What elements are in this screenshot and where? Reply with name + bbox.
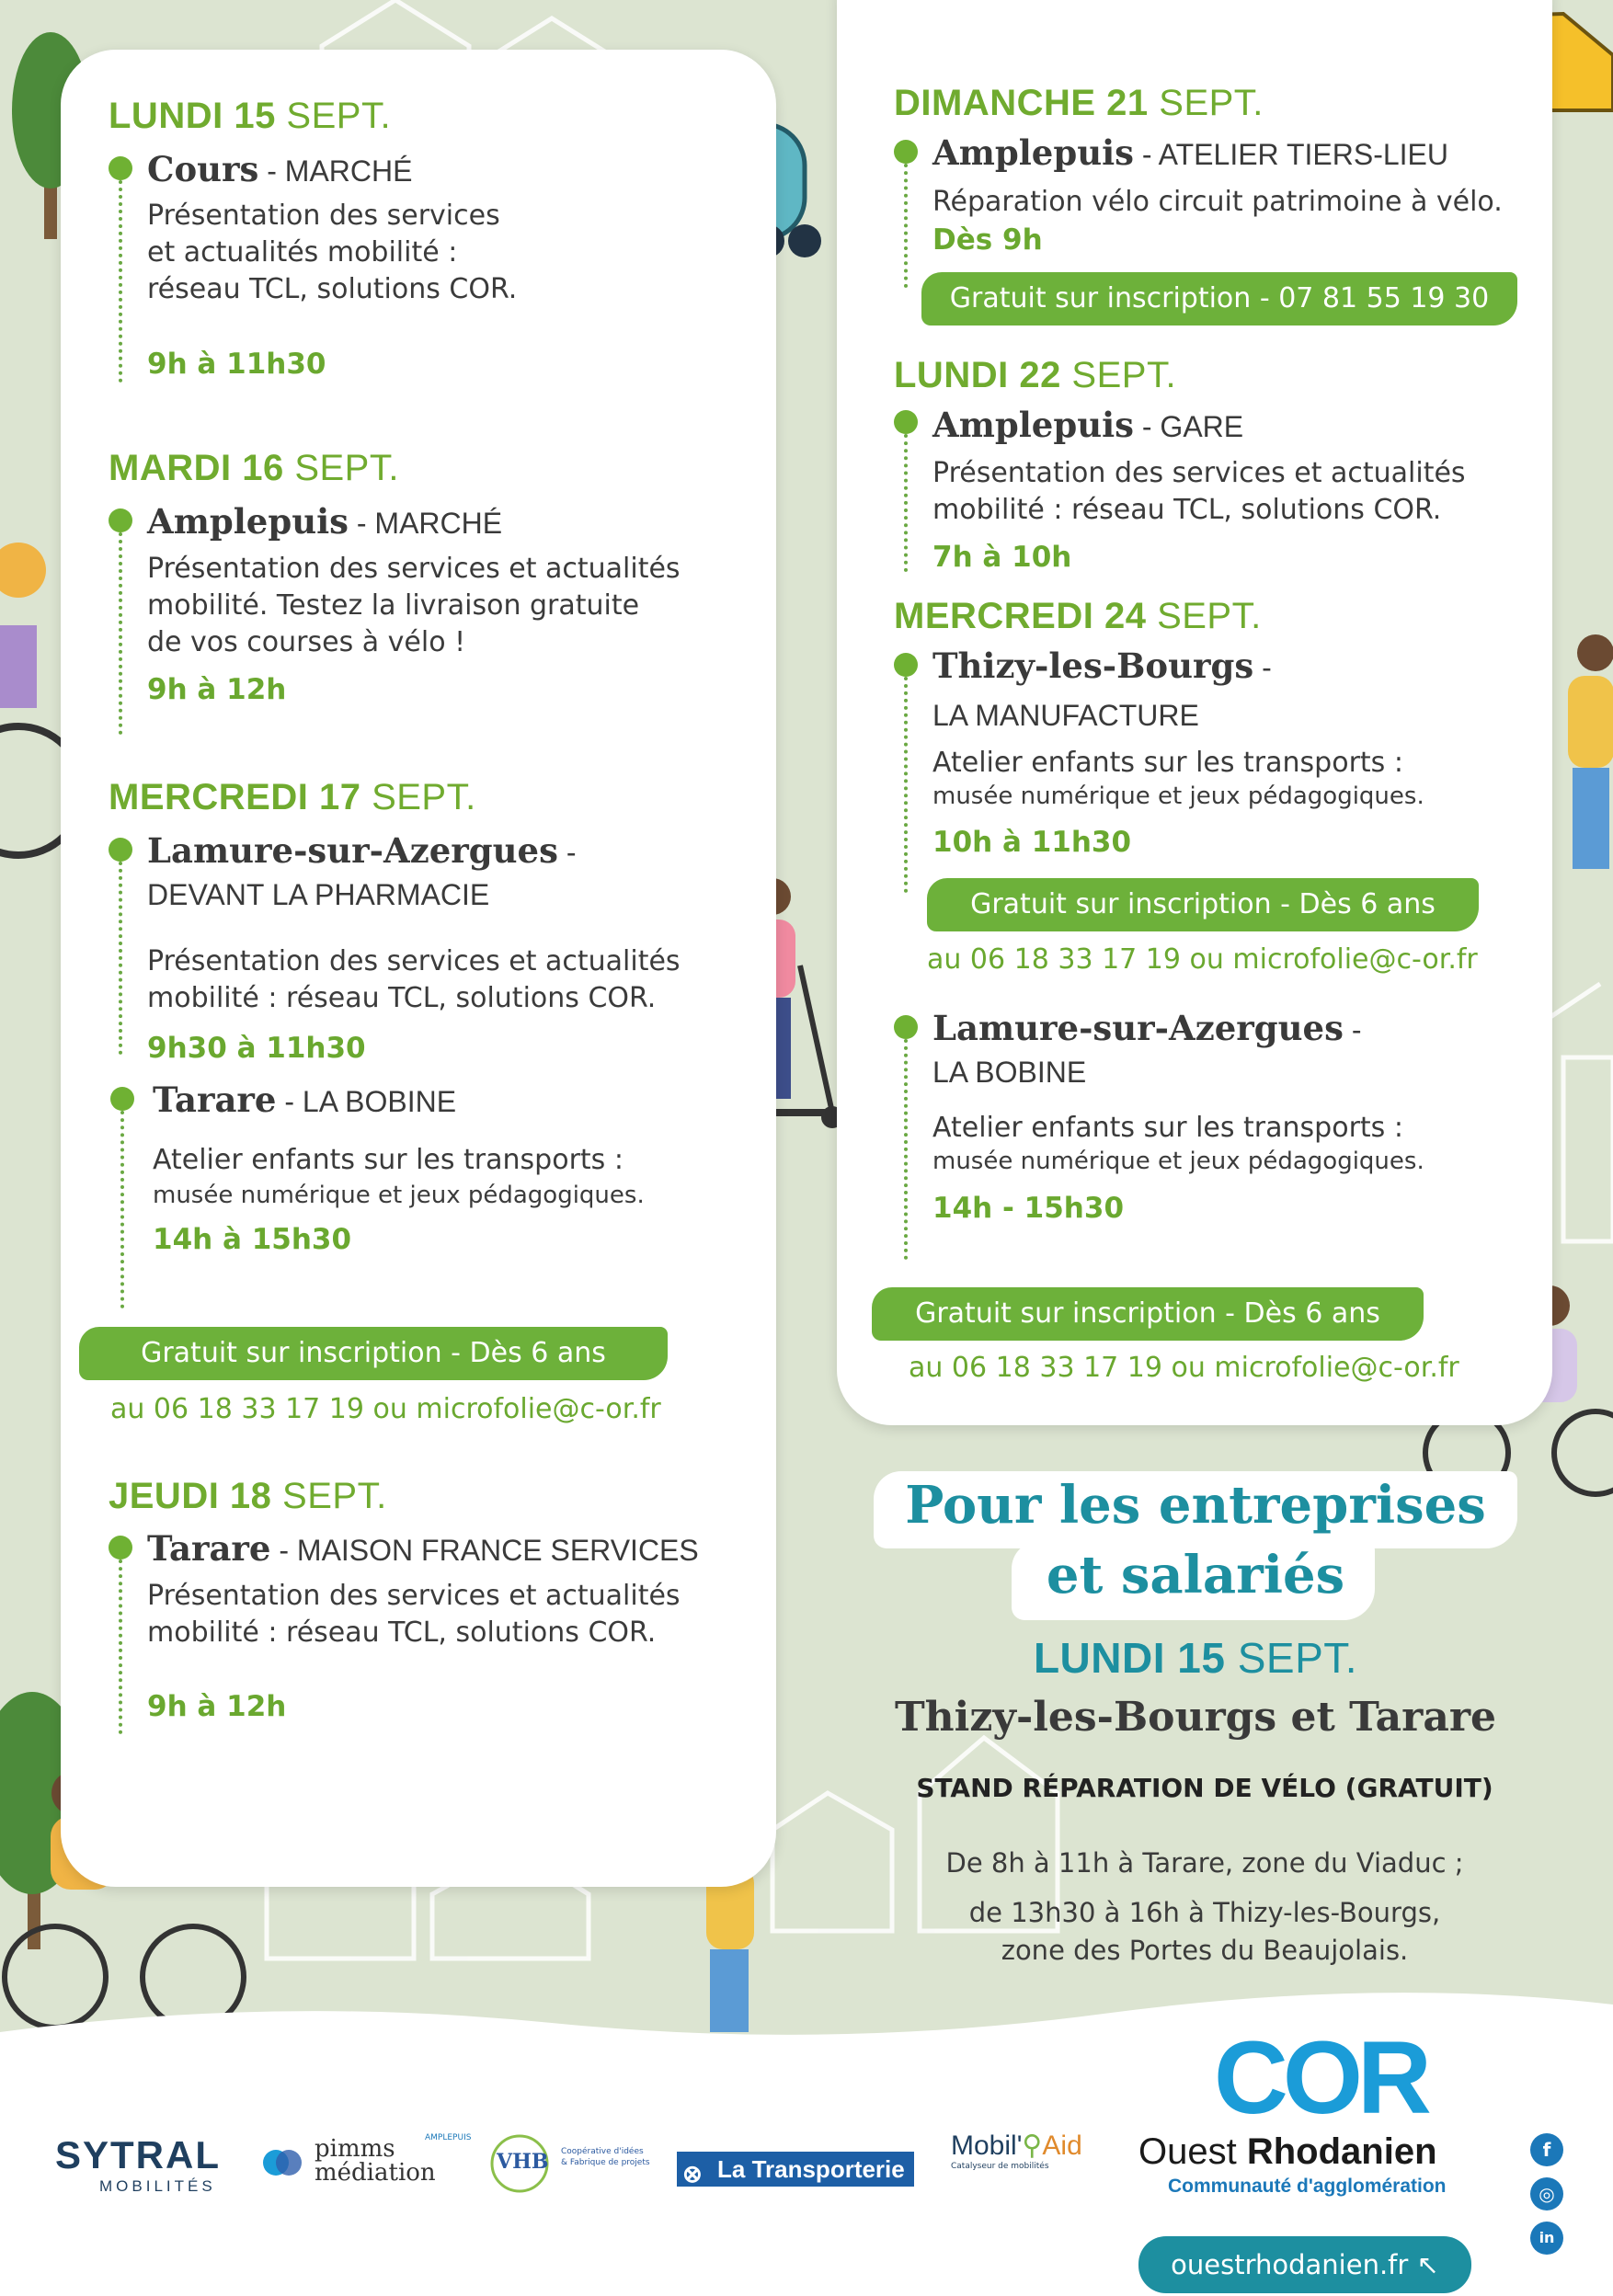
cursor-icon: ↖: [1416, 2249, 1439, 2280]
event-description: Atelier enfants sur les transports :: [932, 747, 1403, 779]
sytral-subtitle: MOBILITÉS: [99, 2177, 216, 2195]
description-line: de vos courses à vélo !: [147, 626, 466, 658]
description-line: réseau TCL, solutions COR.: [147, 273, 518, 305]
event-description-sub: musée numérique et jeux pédagogiques.: [932, 782, 1424, 810]
timeline-line: [904, 677, 908, 893]
timeline-line: [904, 1039, 908, 1260]
day-bold: MARDI 16: [109, 448, 284, 488]
business-schedule-line3: zone des Portes du Beaujolais.: [1001, 1935, 1409, 1966]
day-rest: SEPT.: [275, 96, 392, 136]
day-heading-tuesday-16: [109, 448, 399, 489]
venue-name: MAISON FRANCE SERVICES: [296, 1534, 699, 1567]
event-place: Amplepuis - ATELIER TIERS-LIEU: [932, 132, 1448, 173]
event-time: 10h à 11h30: [932, 826, 1132, 859]
registration-contact: au 06 18 33 17 19 ou microfolie@c-or.fr: [927, 943, 1478, 976]
day-heading-wednesday-17: [109, 777, 476, 818]
description-line: mobilité : réseau TCL, solutions COR.: [932, 494, 1442, 526]
sytral-logo: [55, 2133, 221, 2196]
business-stand: STAND RÉPARATION DE VÉLO (GRATUIT): [916, 1773, 1493, 1803]
timeline-line: [904, 164, 908, 288]
registration-banner: Gratuit sur inscription - 07 81 55 19 30: [921, 272, 1517, 326]
venue-name: ATELIER TIERS-LIEU: [1158, 138, 1448, 171]
event-place: Cours - MARCHÉ: [147, 149, 413, 189]
venue-name: DEVANT LA PHARMACIE: [147, 878, 490, 911]
transporterie-wordmark: La Transporterie: [717, 2155, 905, 2183]
ouest-word: Ouest: [1138, 2131, 1237, 2172]
registration-contact: au 06 18 33 17 19 ou microfolie@c-or.fr: [110, 1393, 661, 1425]
registration-banner: Gratuit sur inscription - Dès 6 ans: [927, 878, 1479, 931]
event-place: Lamure-sur-Azergues -: [147, 830, 577, 871]
communaute-tagline: Communauté d'agglomération: [1168, 2176, 1447, 2197]
timeline-line: [119, 532, 122, 735]
description-line: mobilité : réseau TCL, solutions COR.: [147, 1616, 657, 1649]
timeline-line: [120, 1111, 124, 1308]
event-time: 9h30 à 11h30: [147, 1032, 366, 1065]
timeline-dot: [110, 1087, 134, 1111]
day-heading-thursday-18: [109, 1476, 387, 1517]
mobilaid-tagline: Catalyseur de mobilités: [951, 2162, 1049, 2171]
vhb-logo: [487, 2131, 650, 2199]
vhb-tagline-1: Coopérative d'idées: [561, 2147, 644, 2156]
timeline-dot: [894, 1015, 918, 1039]
pimms-tag: AMPLEPUIS: [425, 2133, 472, 2142]
event-description: [932, 455, 1466, 529]
description-line: Présentation des services et actualités: [147, 945, 681, 977]
description-line: Présentation des services: [147, 200, 500, 232]
venue-name: LA MANUFACTURE: [932, 699, 1199, 732]
day-heading-sunday-21: [894, 83, 1264, 124]
day-bold: JEUDI 18: [109, 1476, 272, 1516]
event-place: Amplepuis - GARE: [932, 405, 1244, 445]
timeline-dot: [894, 653, 918, 677]
event-description: Atelier enfants sur les transports :: [932, 1112, 1403, 1144]
bike-icon: ⊗: [682, 2160, 703, 2187]
mobilaid-part2: Aid: [1042, 2130, 1082, 2161]
website-url[interactable]: ouestrhodanien.fr: [1171, 2249, 1409, 2280]
event-place: Thizy-les-Bourgs -: [932, 645, 1272, 686]
event-description-sub: musée numérique et jeux pédagogiques.: [932, 1148, 1424, 1175]
pimms-icon: [259, 2141, 303, 2185]
timeline-dot: [109, 508, 132, 532]
event-place: Lamure-sur-Azergues -: [932, 1008, 1362, 1048]
event-time: 14h à 15h30: [153, 1223, 352, 1256]
event-time: Dès 9h: [932, 223, 1043, 257]
vhb-tagline-2: & Fabrique de projets: [561, 2158, 650, 2167]
mobilaid-part1: Mobil': [951, 2130, 1023, 2161]
town-name: Amplepuis: [932, 405, 1134, 445]
timeline-line: [119, 180, 122, 383]
venue-name: MARCHÉ: [284, 154, 413, 188]
day-rest: SEPT.: [360, 777, 476, 817]
event-place: Tarare - MAISON FRANCE SERVICES: [147, 1528, 699, 1569]
day-bold: DIMANCHE 21: [894, 83, 1149, 123]
description-line: et actualités mobilité :: [147, 236, 458, 268]
linkedin-icon[interactable]: in: [1530, 2222, 1563, 2255]
event-time: 14h - 15h30: [932, 1192, 1125, 1225]
day-heading-wednesday-24: [894, 596, 1262, 637]
town-name: Tarare: [153, 1079, 277, 1120]
town-name: Lamure-sur-Azergues: [147, 830, 558, 871]
description-line: mobilité. Testez la livraison gratuite: [147, 589, 640, 622]
cor-logo: COR: [1214, 2020, 1426, 2135]
day-bold: MERCREDI 17: [109, 777, 361, 817]
event-description: Réparation vélo circuit patrimoine à vélo.: [932, 186, 1503, 218]
event-time: 9h à 12h: [147, 673, 287, 706]
timeline-dot: [894, 410, 918, 434]
timeline-dot: [109, 1536, 132, 1559]
rhodanien-word: Rhodanien: [1246, 2131, 1437, 2172]
day-rest: SEPT.: [1225, 1634, 1358, 1682]
day-rest: SEPT.: [1146, 596, 1262, 636]
day-heading-monday-22: [894, 355, 1176, 396]
timeline-line: [904, 434, 908, 572]
event-place: Amplepuis - MARCHÉ: [147, 501, 503, 542]
day-bold: LUNDI 15: [109, 96, 276, 136]
transporterie-logo: [677, 2152, 914, 2187]
timeline-line: [119, 1559, 122, 1734]
registration-contact: au 06 18 33 17 19 ou microfolie@c-or.fr: [909, 1352, 1459, 1384]
website-link[interactable]: [1138, 2236, 1471, 2293]
registration-banner: Gratuit sur inscription - Dès 6 ans: [872, 1287, 1424, 1341]
description-line: Présentation des services et actualités: [147, 553, 681, 585]
timeline-dot: [109, 156, 132, 180]
mobilaid-logo: [951, 2130, 1082, 2171]
town-name: Cours: [147, 149, 259, 189]
venue-name: LA BOBINE: [302, 1085, 457, 1118]
event-description: [147, 943, 681, 1017]
business-schedule-line2: de 13h30 à 16h à Thizy-les-Bourgs,: [968, 1897, 1441, 1928]
sytral-wordmark: SYTRAL: [55, 2133, 221, 2176]
facebook-icon[interactable]: f: [1530, 2133, 1563, 2166]
day-bold: MERCREDI 24: [894, 596, 1147, 636]
pimms-line1: pimms: [315, 2135, 395, 2163]
business-schedule-line1: De 8h à 11h à Tarare, zone du Viaduc ;: [945, 1847, 1464, 1879]
venue-name: MARCHÉ: [374, 507, 503, 540]
pimms-logo: [259, 2133, 472, 2188]
business-headline-line2: et salariés: [1046, 1545, 1345, 1605]
day-heading-monday-15: [109, 96, 391, 137]
town-name: Amplepuis: [147, 501, 349, 542]
day-rest: SEPT.: [1148, 83, 1264, 123]
event-description: [147, 198, 517, 308]
description-line: mobilité : réseau TCL, solutions COR.: [147, 982, 657, 1014]
venue-name: LA BOBINE: [932, 1056, 1087, 1089]
business-day: [874, 1633, 1517, 1683]
day-rest: SEPT.: [283, 448, 399, 488]
timeline-dot: [109, 838, 132, 862]
business-headline-line1: Pour les entreprises: [905, 1475, 1486, 1536]
town-name: Lamure-sur-Azergues: [932, 1008, 1344, 1048]
day-bold: LUNDI 22: [894, 355, 1061, 395]
event-place: Tarare - LA BOBINE: [153, 1079, 457, 1120]
event-description: [147, 551, 681, 661]
town-name: Tarare: [147, 1528, 271, 1569]
timeline-dot: [894, 140, 918, 164]
day-rest: SEPT.: [271, 1476, 387, 1516]
description-line: Présentation des services et actualités: [932, 457, 1466, 489]
event-description: Atelier enfants sur les transports :: [153, 1144, 623, 1176]
pin-icon: ⚲: [1022, 2130, 1043, 2162]
day-rest: SEPT.: [1060, 355, 1177, 395]
ouest-rhodanien-wordmark: [1138, 2131, 1437, 2173]
registration-banner: Gratuit sur inscription - Dès 6 ans: [79, 1327, 668, 1380]
event-time: 9h à 12h: [147, 1690, 287, 1723]
vhb-wordmark: VHB: [497, 2150, 549, 2174]
event-description: [147, 1578, 681, 1651]
business-towns: Thizy-les-Bourgs et Tarare: [894, 1694, 1497, 1741]
town-name: Amplepuis: [932, 132, 1134, 173]
instagram-icon[interactable]: ◎: [1530, 2177, 1563, 2210]
event-time: 7h à 10h: [932, 541, 1072, 574]
description-line: Présentation des services et actualités: [147, 1580, 681, 1612]
timeline-line: [119, 862, 122, 1055]
day-bold: LUNDI 15: [1033, 1634, 1226, 1682]
event-description-sub: musée numérique et jeux pédagogiques.: [153, 1182, 645, 1209]
town-name: Thizy-les-Bourgs: [932, 645, 1254, 686]
event-time: 9h à 11h30: [147, 348, 326, 381]
pimms-line2: médiation: [315, 2159, 436, 2187]
venue-name: GARE: [1160, 410, 1244, 443]
